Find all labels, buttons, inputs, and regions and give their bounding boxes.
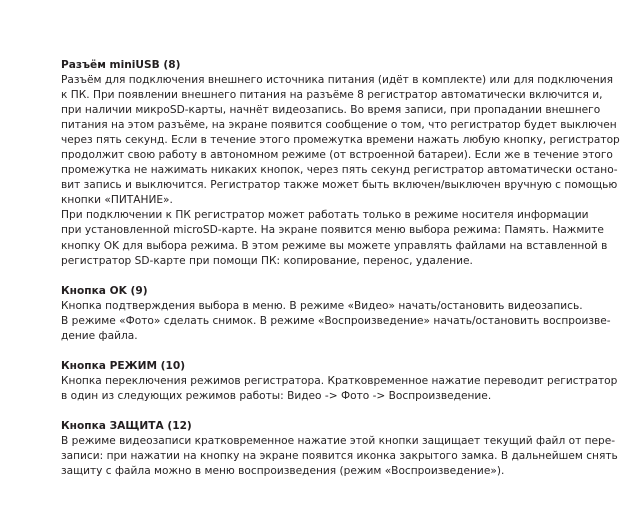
paragraph-line: Кнопка переключения режимов регистратора. Кратковременное нажатие переводит регистратор — [61, 374, 618, 387]
paragraph-line: Кнопка подтверждения выбора в меню. В режиме «Видео» начать/остановить видеозапись. — [61, 299, 583, 312]
paragraph-line: Разъём для подключения внешнего источника питания (идёт в комплекте) или для подключения — [61, 74, 614, 86]
paragraph-line: через пять секунд. Если в течение этого промежутка времени нажать любую кнопку, регистратор — [61, 134, 620, 147]
paragraph-line: В режиме видеозаписи кратковременное нажатие этой кнопки защищает текущий файл от пере- — [61, 434, 616, 447]
paragraph-line: при установленной microSD-карте. На экране появится меню выбора режима: Память. Нажмите — [61, 224, 604, 237]
paragraph-line: продолжит свою работу в автономном режиме (от встроенной батареи). Если же в течение этого — [61, 149, 613, 162]
paragraph-line: защиту с файла можно в меню воспроизведения (режим «Воспроизведение»). — [61, 464, 505, 477]
paragraph-line: дение файла. — [61, 329, 138, 342]
paragraph-line: в один из следующих режимов работы: Видео -> Фото -> Воспроизведение. — [61, 389, 492, 402]
section-protect-button — [61, 419, 618, 479]
paragraph-line: при наличии микроSD-карты, начнёт видеозапись. Во время записи, при пропадании внешнего — [61, 104, 601, 117]
section-spacer — [61, 269, 571, 284]
paragraph-line: промежутка не нажимать никаких кнопок, через пять секунд регистратор автоматически остано- — [61, 164, 618, 177]
paragraph-line: кнопки «ПИТАНИЕ». — [61, 194, 173, 207]
section-spacer — [61, 344, 571, 359]
section-heading: Кнопка OK (9) — [61, 284, 148, 297]
section-heading: Кнопка ЗАЩИТА (12) — [61, 419, 192, 432]
document-body — [61, 58, 620, 479]
paragraph-line: В режиме «Фото» сделать снимок. В режиме «Воспроизведение» начать/остановить воспроизве- — [61, 314, 611, 327]
paragraph-line: При подключении к ПК регистратор может работать только в режиме носителя информации — [61, 209, 589, 222]
section-mode-button — [61, 359, 618, 404]
section-miniusb — [61, 58, 620, 269]
section-heading: Кнопка РЕЖИМ (10) — [61, 359, 186, 372]
paragraph-line: записи: при нажатии на кнопку на экране появится иконка закрытого замка. В дальнейшем снять — [61, 449, 618, 462]
paragraph-line: кнопку OK для выбора режима. В этом режиме вы можете управлять файлами на вставленной в — [61, 239, 608, 252]
paragraph-line: регистратор SD-карте при помощи ПК: копирование, перенос, удаление. — [61, 254, 473, 267]
section-spacer — [61, 404, 571, 419]
paragraph-line: питания на этом разъёме, на экране появится сообщение о том, что регистратор будет выключен — [61, 119, 617, 132]
section-heading: Разъём miniUSB (8) — [61, 59, 181, 71]
section-ok-button — [61, 284, 611, 344]
paragraph-line: вит запись и выключится. Регистратор также может быть включен/выключен вручную с помощью — [61, 179, 618, 192]
paragraph-line: к ПК. При появлении внешнего питания на разъёме 8 регистратор автоматически включится и, — [61, 89, 603, 102]
